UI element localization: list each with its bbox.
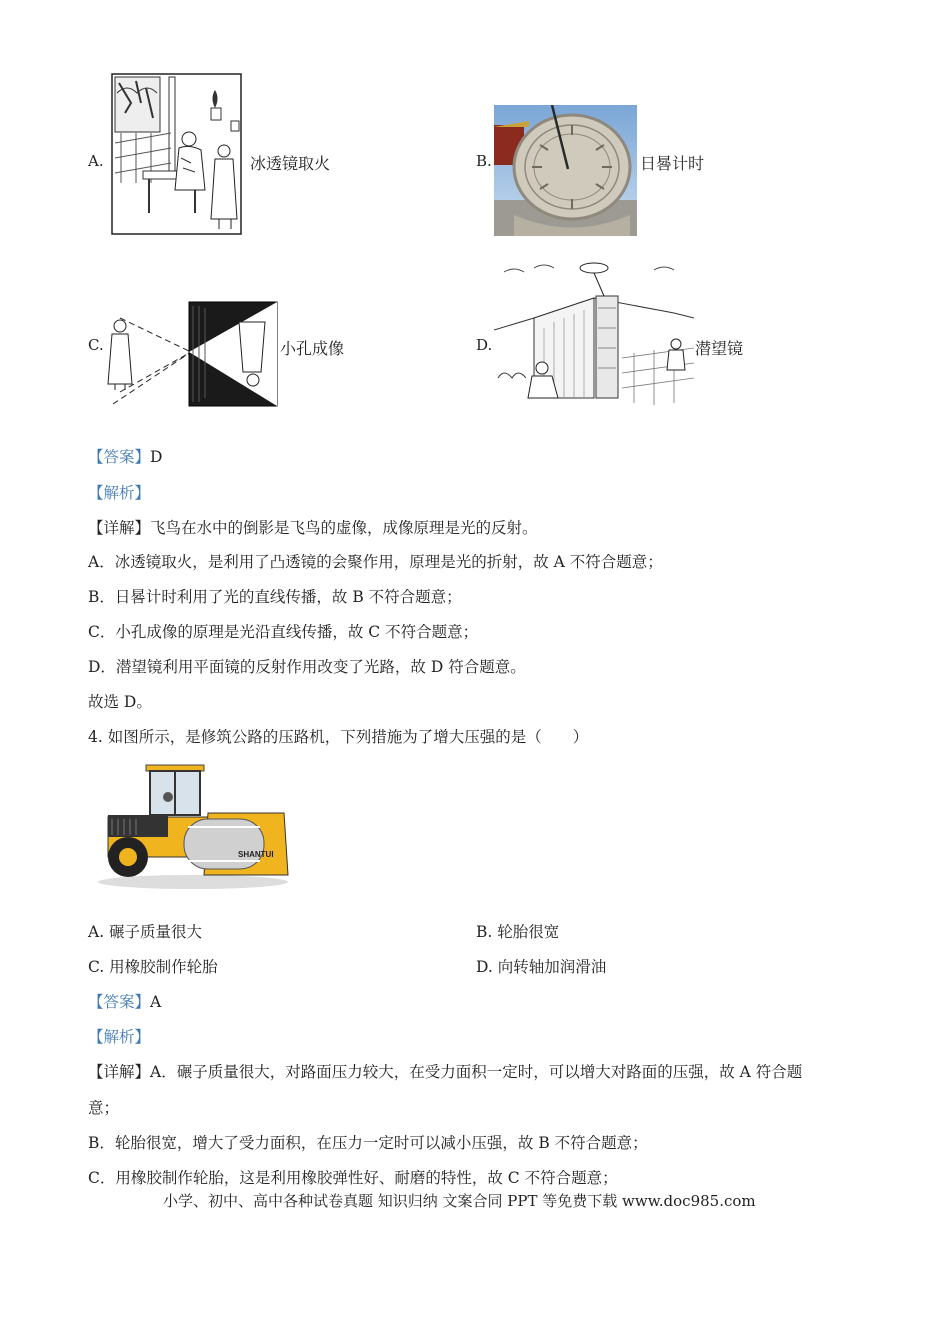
q4-option-d: D. 向转轴加润滑油 bbox=[476, 958, 607, 976]
answer-value: A bbox=[150, 993, 162, 1011]
q3-detail-intro bbox=[88, 516, 538, 538]
detail-intro-text: 飞鸟在水中的倒影是飞鸟的虚像，成像原理是光的反射。 bbox=[150, 519, 538, 537]
detail-tag: 【详解】 bbox=[88, 1063, 151, 1081]
q4-detail-b: B．轮胎很宽，增大了受力面积，在压力一定时可以减小压强，故 B 不符合题意； bbox=[88, 1134, 648, 1152]
q4-detail-a-line1 bbox=[88, 1060, 802, 1082]
option-d-letter: D. bbox=[476, 336, 493, 354]
q3-conclusion: 故选 D。 bbox=[88, 693, 152, 711]
answer-tag: 【答案】 bbox=[88, 448, 151, 466]
option-a-caption: 冰透镜取火 bbox=[250, 154, 331, 173]
q4-stem: 4. 如图所示，是修筑公路的压路机，下列措施为了增大压强的是（ ） bbox=[88, 728, 589, 746]
option-d-caption: 潜望镜 bbox=[695, 339, 744, 358]
option-b-sundial-photo bbox=[494, 105, 637, 236]
option-d-periscope-illustration bbox=[494, 258, 694, 408]
option-a-illustration bbox=[111, 73, 242, 235]
option-c-pinhole-diagram bbox=[103, 300, 279, 408]
q4-detail-a-line2: 意； bbox=[88, 1099, 120, 1117]
answer-tag: 【答案】 bbox=[88, 993, 151, 1011]
q3-answer bbox=[88, 445, 162, 467]
option-c-letter: C. bbox=[88, 336, 104, 354]
q4-option-a: A. 碾子质量很大 bbox=[88, 923, 203, 941]
q3-detail-a: A．冰透镜取火，是利用了凸透镜的会聚作用，原理是光的折射，故 A 不符合题意； bbox=[88, 553, 663, 571]
q4-analysis-tag: 【解析】 bbox=[88, 1028, 151, 1046]
q4-road-roller-photo bbox=[88, 757, 293, 892]
q3-detail-b: B．日晷计时利用了光的直线传播，故 B 不符合题意； bbox=[88, 588, 462, 606]
q3-analysis-tag: 【解析】 bbox=[88, 484, 151, 502]
page-footer: 小学、初中、高中各种试卷真题 知识归纳 文案合同 PPT 等免费下载 www.doc985.com bbox=[163, 1192, 756, 1210]
option-b-letter: B. bbox=[476, 152, 492, 170]
detail-a-text: A．碾子质量很大，对路面压力较大，在受力面积一定时，可以增大对路面的压强，故 A 符合题 bbox=[150, 1063, 803, 1081]
q4-detail-c: C．用橡胶制作轮胎，这是利用橡胶弹性好、耐磨的特性，故 C 不符合题意； bbox=[88, 1169, 618, 1187]
q4-option-b: B. 轮胎很宽 bbox=[476, 923, 560, 941]
option-a-letter: A. bbox=[88, 152, 104, 170]
q4-answer bbox=[88, 990, 161, 1012]
q3-detail-d: D．潜望镜利用平面镜的反射作用改变了光路，故 D 符合题意。 bbox=[88, 658, 526, 676]
q4-option-c: C. 用橡胶制作轮胎 bbox=[88, 958, 218, 976]
option-b-caption: 日晷计时 bbox=[640, 154, 705, 173]
option-c-caption: 小孔成像 bbox=[280, 339, 345, 358]
roller-brand-text: SHANTUI bbox=[238, 850, 274, 859]
q3-detail-c: C．小孔成像的原理是光沿直线传播，故 C 不符合题意； bbox=[88, 623, 479, 641]
answer-value: D bbox=[150, 448, 163, 466]
detail-tag: 【详解】 bbox=[88, 519, 151, 537]
